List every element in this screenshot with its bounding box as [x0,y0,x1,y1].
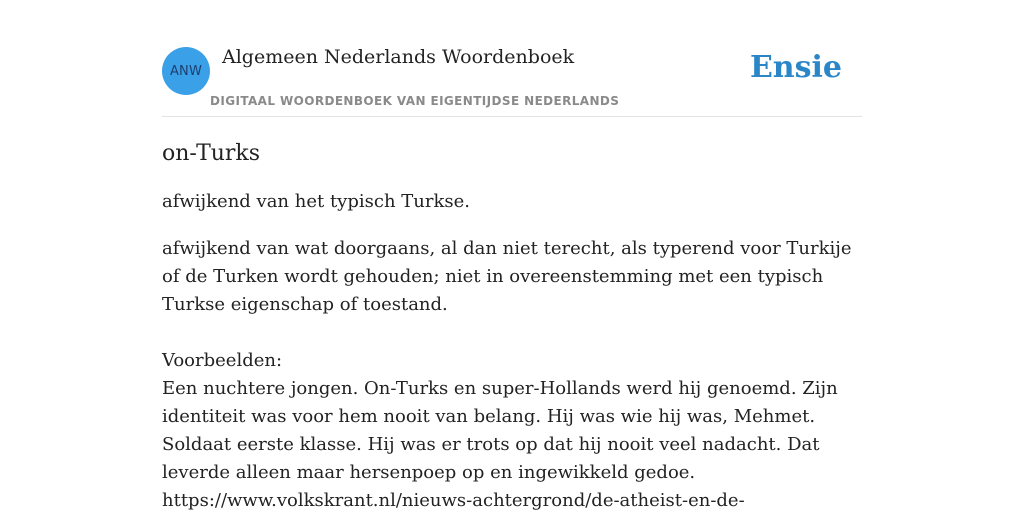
examples-heading: Voorbeelden: [162,350,283,371]
examples-section [162,347,862,512]
entry-title: on-Turks [162,141,261,166]
example-text: Een nuchtere jongen. On-Turks en super-Hollands werd hij genoemd. Zijn identiteit was voor hem nooit van belang. Hij was wie hij was, Mehmet. Soldaat eerste klasse. Hij was er trots op dat hij nooit veel nadacht. Dat leverde alleen maar hersenpoep op en ingewikkeld gedoe. [162,378,838,483]
site-subtitle: DIGITAAL WOORDENBOEK VAN EIGENTIJDSE NEDERLANDS [210,94,620,108]
long-definition: afwijkend van wat doorgaans, al dan niet terecht, als typerend voor Turkije of de Turken wordt gehouden; niet in overeenstemming met een typisch Turkse eigenschap of toestand. [162,238,852,315]
logo-text: ANW [169,63,203,79]
short-definition: afwijkend van het typisch Turkse. [162,191,470,212]
site-header [162,0,862,117]
site-title[interactable]: Algemeen Nederlands Woordenboek [222,46,575,68]
anw-logo[interactable] [162,47,210,95]
ensie-brand-link[interactable]: Ensie [749,50,842,85]
entry-content [162,136,862,512]
example-source-link[interactable]: https://www.volkskrant.nl/nieuws-achtergrond/de-atheist-en-de- [162,490,745,511]
